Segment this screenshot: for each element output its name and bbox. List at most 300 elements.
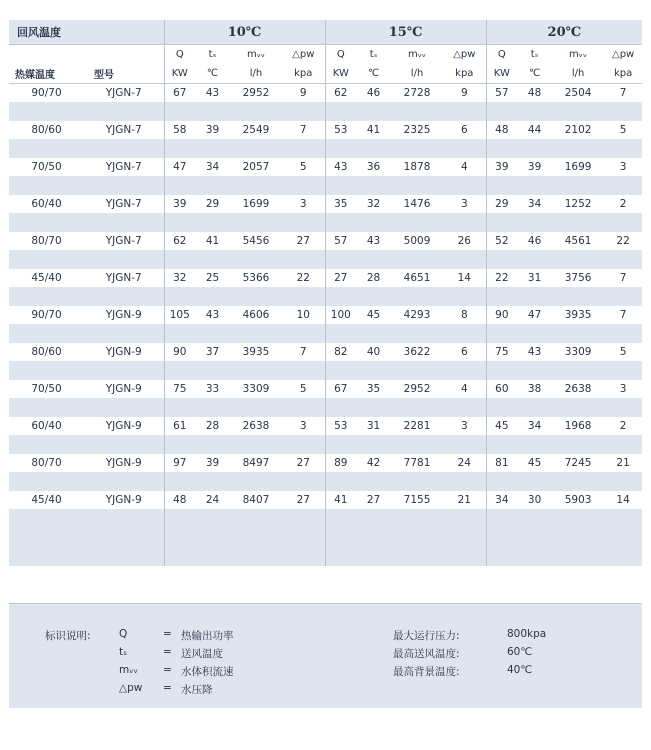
legend-symbol: Q	[119, 628, 128, 640]
table-row	[9, 343, 642, 361]
row-spacer	[9, 102, 642, 121]
cell-value: 46	[517, 232, 552, 250]
spacer-cell	[356, 139, 391, 158]
cell-value: 3	[443, 195, 486, 213]
spacer-cell	[486, 139, 517, 158]
cell-value: 4561	[552, 232, 604, 250]
cell-value: 5	[604, 121, 642, 139]
spacer-cell	[9, 398, 84, 417]
cell-value: 5903	[552, 491, 604, 509]
spacer-cell	[282, 139, 325, 158]
header-blank	[84, 45, 164, 65]
cell-value: 30	[517, 491, 552, 509]
cell-value: 14	[604, 491, 642, 509]
spacer-cell	[164, 435, 195, 454]
column-symbol-header: △pw	[443, 45, 486, 65]
spacer-cell	[325, 435, 356, 454]
spacer-cell	[552, 361, 604, 380]
spacer-cell	[325, 361, 356, 380]
spacer-cell	[356, 509, 391, 528]
spacer-cell	[282, 509, 325, 528]
spacer-cell	[486, 213, 517, 232]
cell-value: 2	[604, 195, 642, 213]
cell-heat-medium-temp: 70/50	[9, 158, 84, 176]
spacer-cell	[604, 472, 642, 491]
spacer-cell	[84, 102, 164, 121]
spacer-cell	[356, 528, 391, 547]
spacer-cell	[325, 287, 356, 306]
spec-label: 最高背景温度:	[393, 666, 460, 678]
spacer-cell	[486, 176, 517, 195]
spacer-cell	[230, 139, 282, 158]
spacer-cell	[195, 324, 230, 343]
row-spacer	[9, 324, 642, 343]
spacer-cell	[164, 213, 195, 232]
cell-value: 27	[356, 491, 391, 509]
cell-value: 7245	[552, 454, 604, 472]
cell-value: 34	[195, 158, 230, 176]
spacer-cell	[517, 287, 552, 306]
table-row	[9, 269, 642, 287]
spacer-cell	[356, 102, 391, 121]
cell-value: 2057	[230, 158, 282, 176]
spacer-cell	[164, 102, 195, 121]
cell-heat-medium-temp: 60/40	[9, 417, 84, 435]
cell-value: 29	[486, 195, 517, 213]
cell-value: 100	[325, 306, 356, 324]
spacer-cell	[195, 528, 230, 547]
cell-value: 47	[164, 158, 195, 176]
row-spacer	[9, 435, 642, 454]
cell-value: 5	[282, 380, 325, 398]
spacer-cell	[84, 213, 164, 232]
spacer-cell	[164, 176, 195, 195]
spacer-cell	[325, 324, 356, 343]
spacer-cell	[552, 176, 604, 195]
cell-value: 44	[517, 121, 552, 139]
cell-value: 57	[325, 232, 356, 250]
spacer-cell	[443, 398, 486, 417]
spacer-cell	[325, 250, 356, 269]
column-unit-header: KW	[325, 64, 356, 84]
cell-value: 8497	[230, 454, 282, 472]
spacer-cell	[195, 139, 230, 158]
column-unit-header: ℃	[517, 64, 552, 84]
spacer-cell	[552, 213, 604, 232]
cell-value: 46	[356, 84, 391, 103]
cell-value: 3622	[391, 343, 443, 361]
spacer-cell	[9, 509, 84, 528]
cell-model: YJGN-7	[84, 121, 164, 139]
cell-value: 43	[195, 84, 230, 103]
spacer-cell	[164, 547, 195, 566]
spacer-cell	[552, 250, 604, 269]
spacer-cell	[486, 528, 517, 547]
row-spacer	[9, 547, 642, 566]
row-spacer	[9, 213, 642, 232]
cell-value: 2638	[230, 417, 282, 435]
spacer-cell	[486, 547, 517, 566]
spacer-cell	[443, 528, 486, 547]
cell-value: 28	[356, 269, 391, 287]
row-spacer	[9, 509, 642, 528]
spacer-cell	[282, 547, 325, 566]
spacer-cell	[486, 435, 517, 454]
spacer-cell	[443, 102, 486, 121]
spacer-cell	[325, 509, 356, 528]
cell-value: 24	[443, 454, 486, 472]
cell-value: 38	[517, 380, 552, 398]
cell-value: 22	[282, 269, 325, 287]
cell-value: 5366	[230, 269, 282, 287]
cell-value: 33	[195, 380, 230, 398]
cell-value: 81	[486, 454, 517, 472]
cell-value: 6	[443, 343, 486, 361]
spacer-cell	[356, 472, 391, 491]
legend-description: 热输出功率	[181, 630, 234, 642]
cell-value: 43	[195, 306, 230, 324]
spacer-cell	[230, 435, 282, 454]
spacer-cell	[517, 176, 552, 195]
cell-value: 27	[282, 232, 325, 250]
spacer-cell	[552, 398, 604, 417]
cell-heat-medium-temp: 70/50	[9, 380, 84, 398]
cell-value: 2325	[391, 121, 443, 139]
spacer-cell	[604, 435, 642, 454]
cell-value: 4651	[391, 269, 443, 287]
spacer-cell	[282, 435, 325, 454]
column-unit-header: KW	[486, 64, 517, 84]
cell-value: 4	[443, 158, 486, 176]
cell-value: 39	[195, 454, 230, 472]
cell-value: 75	[486, 343, 517, 361]
cell-value: 29	[195, 195, 230, 213]
cell-value: 58	[164, 121, 195, 139]
cell-value: 2638	[552, 380, 604, 398]
spacer-cell	[552, 287, 604, 306]
spacer-cell	[325, 398, 356, 417]
cell-value: 35	[325, 195, 356, 213]
spacer-cell	[486, 250, 517, 269]
spacer-cell	[443, 176, 486, 195]
spacer-cell	[443, 435, 486, 454]
cell-value: 47	[517, 306, 552, 324]
table-row	[9, 158, 642, 176]
spacer-cell	[517, 102, 552, 121]
cell-value: 105	[164, 306, 195, 324]
spacer-cell	[164, 139, 195, 158]
spacer-cell	[604, 398, 642, 417]
spacer-cell	[604, 547, 642, 566]
spacer-cell	[517, 435, 552, 454]
spacer-cell	[84, 435, 164, 454]
cell-value: 5	[282, 158, 325, 176]
spacer-cell	[325, 547, 356, 566]
spacer-cell	[517, 472, 552, 491]
table-row	[9, 306, 642, 324]
cell-value: 35	[356, 380, 391, 398]
spacer-cell	[325, 213, 356, 232]
cell-value: 5	[604, 343, 642, 361]
cell-value: 42	[356, 454, 391, 472]
spacer-cell	[391, 509, 443, 528]
spacer-cell	[195, 509, 230, 528]
spacer-cell	[391, 547, 443, 566]
cell-heat-medium-temp: 80/70	[9, 232, 84, 250]
cell-value: 3756	[552, 269, 604, 287]
spacer-cell	[604, 213, 642, 232]
spec-value: 60℃	[507, 646, 533, 658]
spacer-cell	[195, 547, 230, 566]
cell-value: 67	[325, 380, 356, 398]
spacer-cell	[391, 398, 443, 417]
spacer-cell	[84, 528, 164, 547]
spacer-cell	[164, 361, 195, 380]
cell-value: 5456	[230, 232, 282, 250]
spacer-cell	[230, 528, 282, 547]
column-symbol-header: mᵥᵥ	[391, 45, 443, 65]
spacer-cell	[282, 287, 325, 306]
spacer-cell	[552, 435, 604, 454]
spacer-cell	[84, 361, 164, 380]
spacer-cell	[84, 398, 164, 417]
spacer-cell	[486, 287, 517, 306]
cell-value: 31	[356, 417, 391, 435]
cell-value: 53	[325, 121, 356, 139]
spacer-cell	[230, 102, 282, 121]
table-row	[9, 491, 642, 509]
spacer-cell	[9, 361, 84, 380]
spacer-cell	[517, 213, 552, 232]
cell-value: 27	[282, 491, 325, 509]
cell-value: 45	[356, 306, 391, 324]
spacer-cell	[84, 250, 164, 269]
spacer-cell	[604, 287, 642, 306]
cell-value: 10	[282, 306, 325, 324]
spacer-cell	[282, 398, 325, 417]
cell-value: 32	[356, 195, 391, 213]
spacer-cell	[164, 398, 195, 417]
cell-value: 82	[325, 343, 356, 361]
column-symbol-header: tₛ	[195, 45, 230, 65]
cell-model: YJGN-7	[84, 269, 164, 287]
spacer-cell	[9, 213, 84, 232]
spacer-cell	[164, 528, 195, 547]
spacer-cell	[356, 361, 391, 380]
column-unit-header: l/h	[552, 64, 604, 84]
cell-model: YJGN-9	[84, 380, 164, 398]
spacer-cell	[517, 398, 552, 417]
cell-value: 34	[517, 195, 552, 213]
cell-heat-medium-temp: 45/40	[9, 269, 84, 287]
cell-value: 48	[517, 84, 552, 103]
spec-label: 最大运行压力:	[393, 630, 460, 642]
spacer-cell	[195, 102, 230, 121]
cell-value: 32	[164, 269, 195, 287]
spacer-cell	[517, 361, 552, 380]
row-spacer	[9, 398, 642, 417]
cell-value: 7	[604, 84, 642, 103]
cell-value: 36	[356, 158, 391, 176]
cell-value: 3309	[230, 380, 282, 398]
cell-value: 4606	[230, 306, 282, 324]
cell-value: 45	[486, 417, 517, 435]
spacer-cell	[230, 213, 282, 232]
cell-value: 2952	[391, 380, 443, 398]
cell-value: 41	[356, 121, 391, 139]
cell-heat-medium-temp: 60/40	[9, 195, 84, 213]
spacer-cell	[325, 102, 356, 121]
group-10c-header: 10℃	[164, 20, 325, 45]
cell-value: 1699	[230, 195, 282, 213]
cell-model: YJGN-9	[84, 343, 164, 361]
spacer-cell	[604, 176, 642, 195]
spacer-cell	[230, 547, 282, 566]
spacer-cell	[443, 324, 486, 343]
cell-value: 7	[604, 306, 642, 324]
spacer-cell	[195, 361, 230, 380]
cell-value: 9	[443, 84, 486, 103]
spacer-cell	[443, 547, 486, 566]
cell-value: 48	[486, 121, 517, 139]
spacer-cell	[443, 213, 486, 232]
cell-value: 1968	[552, 417, 604, 435]
cell-model: YJGN-7	[84, 158, 164, 176]
cell-value: 62	[325, 84, 356, 103]
spacer-cell	[164, 509, 195, 528]
spacer-cell	[604, 102, 642, 121]
spacer-cell	[391, 324, 443, 343]
spacer-cell	[391, 102, 443, 121]
spacer-cell	[604, 139, 642, 158]
table-row	[9, 454, 642, 472]
cell-value: 45	[517, 454, 552, 472]
row-spacer	[9, 361, 642, 380]
column-unit-header: kpa	[604, 64, 642, 84]
cell-value: 22	[486, 269, 517, 287]
cell-model: YJGN-7	[84, 232, 164, 250]
spacer-cell	[84, 176, 164, 195]
spacer-cell	[443, 472, 486, 491]
spacer-cell	[604, 361, 642, 380]
legend-symbol: mᵥᵥ	[119, 664, 138, 676]
cell-value: 7781	[391, 454, 443, 472]
cell-value: 43	[356, 232, 391, 250]
cell-model: YJGN-7	[84, 84, 164, 103]
spacer-cell	[282, 324, 325, 343]
spacer-cell	[443, 139, 486, 158]
row-spacer	[9, 472, 642, 491]
cell-value: 75	[164, 380, 195, 398]
spacer-cell	[391, 435, 443, 454]
group-20c-header: 20℃	[486, 20, 642, 45]
column-unit-header: l/h	[230, 64, 282, 84]
legend-description: 送风温度	[181, 648, 223, 660]
spacer-cell	[552, 528, 604, 547]
column-unit-header: kpa	[282, 64, 325, 84]
spacer-cell	[604, 324, 642, 343]
spacer-cell	[552, 324, 604, 343]
group-15c-header: 15℃	[325, 20, 486, 45]
cell-value: 26	[443, 232, 486, 250]
legend-symbol: △pw	[119, 682, 143, 694]
cell-heat-medium-temp: 80/60	[9, 121, 84, 139]
spacer-cell	[325, 528, 356, 547]
cell-value: 48	[164, 491, 195, 509]
spacer-cell	[356, 213, 391, 232]
spacer-cell	[282, 528, 325, 547]
spacer-cell	[356, 250, 391, 269]
spacer-cell	[9, 324, 84, 343]
cell-value: 52	[486, 232, 517, 250]
spacer-cell	[230, 398, 282, 417]
spacer-cell	[164, 324, 195, 343]
column-symbol-header: Q	[325, 45, 356, 65]
spacer-cell	[164, 472, 195, 491]
column-unit-header: KW	[164, 64, 195, 84]
spec-value: 40℃	[507, 664, 533, 676]
cell-value: 7155	[391, 491, 443, 509]
cell-value: 31	[517, 269, 552, 287]
cell-value: 4293	[391, 306, 443, 324]
spacer-cell	[84, 287, 164, 306]
cell-value: 67	[164, 84, 195, 103]
spacer-cell	[84, 472, 164, 491]
spacer-cell	[486, 509, 517, 528]
spacer-cell	[604, 250, 642, 269]
cell-value: 8	[443, 306, 486, 324]
header-row-symbols	[9, 45, 642, 65]
spacer-cell	[356, 176, 391, 195]
spacer-cell	[282, 102, 325, 121]
column-symbol-header: mᵥᵥ	[230, 45, 282, 65]
cell-value: 6	[443, 121, 486, 139]
table-row	[9, 232, 642, 250]
cell-value: 9	[282, 84, 325, 103]
spacer-cell	[552, 547, 604, 566]
spacer-cell	[230, 324, 282, 343]
cell-value: 39	[195, 121, 230, 139]
spacer-cell	[356, 398, 391, 417]
cell-value: 43	[325, 158, 356, 176]
spacer-cell	[164, 287, 195, 306]
column-symbol-header: Q	[164, 45, 195, 65]
column-unit-header: kpa	[443, 64, 486, 84]
spacer-cell	[356, 324, 391, 343]
row-spacer	[9, 287, 642, 306]
cell-value: 40	[356, 343, 391, 361]
legend-equals: =	[163, 682, 172, 694]
row-spacer	[9, 250, 642, 269]
cell-value: 39	[164, 195, 195, 213]
cell-value: 90	[486, 306, 517, 324]
spacer-cell	[195, 435, 230, 454]
cell-value: 3	[604, 158, 642, 176]
cell-value: 14	[443, 269, 486, 287]
spacer-cell	[443, 250, 486, 269]
cell-value: 53	[325, 417, 356, 435]
cell-value: 37	[195, 343, 230, 361]
cell-value: 57	[486, 84, 517, 103]
spacer-cell	[604, 528, 642, 547]
legend-equals: =	[163, 646, 172, 658]
spacer-cell	[195, 176, 230, 195]
spacer-cell	[391, 139, 443, 158]
table-row	[9, 195, 642, 213]
column-symbol-header: mᵥᵥ	[552, 45, 604, 65]
header-blank	[9, 45, 84, 65]
cell-value: 3	[282, 195, 325, 213]
